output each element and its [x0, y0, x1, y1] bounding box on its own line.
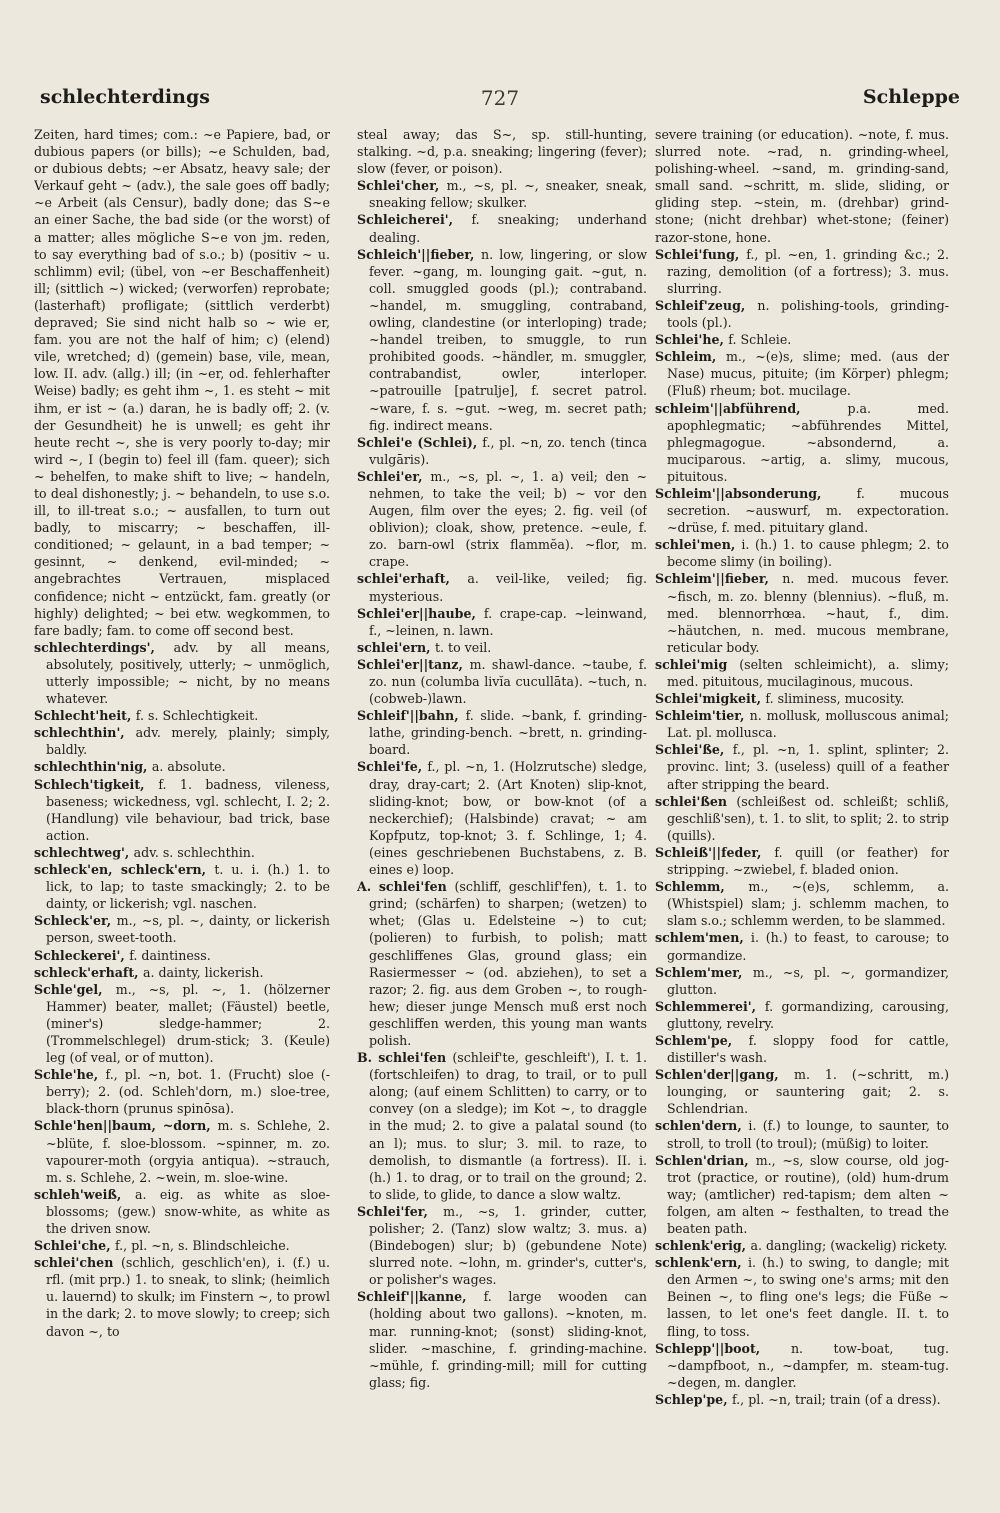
dictionary-entry — [655, 400, 949, 485]
entry-headword: schleck'en, schleck'ern, — [34, 862, 215, 878]
entry-definition: i. (f.) to lounge, to saunter, to stroll, to troll (to troul); (müßig) to loiter. — [667, 1118, 949, 1151]
dictionary-entry — [655, 929, 949, 963]
entry-definition: n. tow-boat, tug. ~dampfboot, n., ~dampfer, m. steam-tug. ~degen, m. dangler. — [667, 1340, 949, 1390]
entry-definition: m. shawl-dance. ~taube, f. zo. nun (columba livĭa cucullāta). ~tuch, n. (cobweb-)lawn. — [369, 656, 647, 707]
header-left-guide-word: schlechterdings — [40, 86, 210, 108]
entry-headword: schleck'erhaft, — [34, 964, 143, 980]
dictionary-entry — [655, 1237, 949, 1254]
entry-headword: schlenk'ern, — [655, 1255, 748, 1271]
dictionary-entry — [357, 570, 647, 604]
entry-definition: (schliff, geschlif'fen), t. 1. to grind; (schärfen) to sharpen; (wetzen) to whet; (Glas u. Edelsteine ~) to cut; (polieren) to furbish, to polish; matt geschliffenes Glas, ground glass; ein Rasiermesser ~ (od. abziehen), to set a razor; 2. fig. aus dem Groben ~, to rough-hew; dieser junge Mensch muß erst noch geschliffen werden, this young man wants polish. — [369, 879, 647, 1048]
entry-definition: p.a. med. apophlegmatic; ~abführendes Mittel, phlegmagogue. ~absondernd, a. muciparous. ~artig, a. slimy, mucous, pituitous. — [667, 400, 949, 484]
header-right-guide-word: Schleppe — [862, 86, 960, 108]
dictionary-entry — [357, 434, 647, 468]
dictionary-entry — [34, 912, 330, 946]
entry-headword: Schlei'er||tanz, — [357, 656, 470, 672]
entry-definition: m. s. Schlehe, 2. ~blüte, f. sloe-blossom. ~spinner, m. zo. vapourer-moth (orgyia antiqua). ~strauch, m. s. Schlehe, 2. ~wein, m. sloe-wine. — [46, 1118, 330, 1185]
entry-definition: (schlich, geschlich'en), i. (f.) u. rfl. (mit prp.) 1. to sneak, to slink; (heimlich u. lauernd) to skulk; im Finstern ~, to prowl in the dark; 2. to move slowly; to creep; sich davon ~, to — [46, 1255, 330, 1339]
column-3 — [655, 126, 949, 1486]
entry-definition: m., ~s, pl. ~, gormandizer, glutton. — [667, 964, 949, 997]
entry-definition: adv. merely, plainly; simply, baldly. — [46, 725, 330, 758]
dictionary-entry — [34, 861, 330, 912]
entry-headword: Schlei'ße, — [655, 742, 733, 758]
entry-definition: f. sliminess, mucosity. — [765, 691, 905, 707]
entry-definition: n. med. mucous fever. ~fisch, m. zo. blenny (blennius). ~fluß, m. med. blennorrhœa. ~haut, f., dim. ~häutchen, n. med. mucous membrane, reticular body. — [667, 571, 949, 655]
dictionary-entry — [357, 126, 647, 177]
entry-headword: schlei'erhaft, — [357, 571, 468, 587]
entry-headword: Schlei'fe, — [357, 759, 428, 775]
entry-definition: f., pl. ~en, 1. grinding &c.; 2. razing, demolition (of a fortress); 3. mus. slurring. — [667, 246, 949, 296]
entry-headword: Schleim'tier, — [655, 708, 750, 724]
dictionary-entry — [655, 690, 949, 707]
dictionary-entry — [655, 1391, 949, 1408]
page-number: 727 — [480, 86, 520, 110]
entry-headword: Schlen'drian, — [655, 1152, 756, 1168]
dictionary-entry — [357, 1203, 647, 1288]
entry-headword: Schlech'tigkeit, — [34, 776, 159, 792]
entry-headword: schlei'chen — [34, 1255, 121, 1271]
entry-definition: f., pl. ~n, zo. tench (tinca vulgāris). — [369, 434, 647, 467]
entry-definition: f. Schleie. — [728, 332, 792, 348]
entry-definition: m., ~s, pl. ~, dainty, or lickerish person, sweet-tooth. — [46, 913, 330, 946]
entry-definition: f. sneaking; underhand dealing. — [369, 212, 647, 245]
entry-headword: Schlei'che, — [34, 1238, 115, 1254]
entry-definition: steal away; das S~, sp. still-hunting, stalking. ~d, p.a. sneaking; lingering (fever); slow (fever, or poison). — [357, 127, 647, 177]
entry-definition: (schleif'te, geschleift'), I. t. 1. (fortschleifen) to drag, to trail, or to pull along; (auf einem Schlitten) to carry, or to convey (on a sledge); im Kot ~, to draggle in the mud; 2. to give a palatal sound (to an l); mus. to slur; 3. mil. to raze, to demolish, to dismantle (a fortress). II. i. (h.) 1. to drag, or to trail on the ground; 2. to slide, to glide, to dance a slow waltz. — [369, 1050, 647, 1202]
dictionary-entry — [357, 1049, 647, 1203]
entry-headword: schlechthin', — [34, 725, 136, 741]
entry-headword: Schlecht'heit, — [34, 708, 136, 724]
entry-headword: schleh'weiß, — [34, 1186, 136, 1202]
entry-headword: Schle'hen||baum, ~dorn, — [34, 1118, 218, 1134]
dictionary-entry — [34, 776, 330, 844]
entry-definition: f., pl. ~n, bot. 1. (Frucht) sloe (-berry); 2. (od. Schleh'dorn, m.) sloe-tree, black-thorn (prunus spinōsa). — [46, 1067, 330, 1117]
entry-definition: a. veil-like, veiled; fig. mysterious. — [369, 571, 647, 604]
dictionary-entry — [357, 211, 647, 245]
entry-definition: Zeiten, hard times; com.: ~e Papiere, bad, or dubious papers (or bills); ~e Schulden, bad, or dubious debts; ~er Absatz, heavy sale; der Verkauf geht ~ (adv.), the sale goes off badly; ~e Arbeit (als Censur), badly done; das S~e an einer Sache, the bad side (or the worst) of a matter; alles mögliche S~e von jm. reden, to say everything bad of s.o.; b) (positiv ~ u. schlimm) evil; (übel, von ~er Beschaffenheit) ill; (sittlich ~) wicked; (verworfen) reprobate; (lasterhaft) profligate; (sittlich verderbt) depraved; Sie sind nicht halb so ~ wie er, fam. you are not the half of him; c) (elend) vile, wretched; d) (gemein) base, vile, mean, low. II. adv. (allg.) ill; (in ~er, od. fehlerhafter Weise) badly; es geht ihm ~, 1. es steht ~ mit ihm, er ist ~ (a.) daran, he is badly off; 2. (v. der Gesundheit) he is unwell; es geht ihr heute recht ~, she is very poorly to-day; mir wird ~, I (begin to) feel ill (fam. queer); sich ~ behelfen, to make shift to live; ~ handeln, to deal dishonestly; j. ~ behandeln, to use s.o. ill, to ill-treat s.o.; ~ ausfallen, to turn out badly, to miscarry; ~ beschaffen, ill-conditioned; ~ gelaunt, in a bad temper; ~ gesinnt, ~ denkend, evil-minded; ~ angebrachtes Vertrauen, misplaced confidence; nicht ~ entzückt, fam. greatly (or highly) delighted; ~ bei etw. wegkommen, to fare badly; fam. to come off second best. — [34, 127, 330, 638]
entry-headword: Schleim'||fieber, — [655, 571, 783, 587]
entry-headword: schleim'||abführend, — [655, 400, 848, 416]
entry-headword: schlei'men, — [655, 537, 742, 553]
entry-definition: a. dangling; (wackelig) rickety. — [750, 1238, 948, 1254]
entry-headword: schlei'ßen — [655, 793, 737, 809]
entry-definition: f. large wooden can (holding about two gallons). ~knoten, m. mar. running-knot; (sonst) sliding-knot, slider. ~maschine, f. grinding-machine. ~mühle, f. grinding-mill; mill for cutting glass; fig. — [369, 1289, 647, 1390]
entry-headword: schlem'men, — [655, 930, 751, 946]
entry-headword: Schlen'der||gang, — [655, 1067, 795, 1083]
dictionary-entry — [34, 947, 330, 964]
entry-definition: m., ~(e)s, slime; med. (aus der Nase) mucus, pituite; (im Körper) phlegm; (Fluß) rheum; bot. mucilage. — [667, 349, 949, 399]
entry-definition: adv. s. schlechthin. — [133, 844, 255, 860]
entry-definition: (schleißest od. schleißt; schliß, geschliß'sen), t. 1. to slit, to split; 2. to strip (quills). — [667, 793, 949, 843]
dictionary-entry — [655, 1152, 949, 1237]
entry-headword: schlenk'erig, — [655, 1238, 751, 1254]
entry-definition: f. gormandizing, carousing, gluttony, revelry. — [667, 998, 949, 1031]
entry-definition: f. quill (or feather) for stripping. ~zwiebel, f. bladed onion. — [667, 844, 949, 878]
dictionary-entry — [655, 1254, 949, 1339]
entry-definition: f. sloppy food for cattle, distiller's wash. — [667, 1032, 949, 1066]
dictionary-entry — [34, 758, 330, 775]
entry-headword: Schlei'fung, — [655, 246, 747, 262]
entry-headword: B. schlei'fen — [357, 1050, 453, 1066]
dictionary-entry — [357, 177, 647, 211]
entry-headword: Schlepp'||boot, — [655, 1340, 791, 1356]
entry-headword: schlechtweg', — [34, 844, 134, 860]
entry-definition: n. polishing-tools, grinding-tools (pl.). — [667, 297, 949, 331]
entry-headword: Schleiß'||feder, — [655, 844, 775, 860]
entry-definition: a. eig. as white as sloe-blossoms; (gew.) snow-white, as white as the driven snow. — [46, 1186, 330, 1236]
entry-headword: Schle'he, — [34, 1067, 106, 1083]
entry-definition: f. mucous secretion. ~auswurf, m. expectoration. ~drüse, f. med. pituitary gland. — [667, 485, 949, 536]
dictionary-entry — [34, 126, 330, 639]
entry-definition: m., ~s, 1. grinder, cutter, polisher; 2. (Tanz) slow waltz; 3. mus. a) (Bindebogen) slur; b) (gebundene Note) slurred note. ~lohn, m. grinder's, cutter's, or polisher's wages. — [369, 1203, 647, 1288]
entry-definition: i. (h.) to swing, to dangle; mit den Armen ~, to swing one's arms; mit den Beinen ~, to fling one's legs; die Füße ~ lassen, to let one's feet dangle. II. t. to fling, to toss. — [667, 1255, 949, 1339]
entry-headword: Schlei'er, — [357, 468, 431, 484]
entry-definition: (selten schleimicht), a. slimy; med. pituitous, mucilaginous, mucous. — [667, 656, 949, 689]
entry-definition: f., pl. ~n, trail; train (of a dress). — [731, 1391, 941, 1407]
dictionary-entry — [357, 605, 647, 639]
dictionary-entry — [655, 126, 949, 246]
entry-definition: f., pl. ~n, 1. (Holzrutsche) sledge, dray, dray-cart; 2. (Art Knoten) slip-knot, sliding-knot; bow, or bow-knot (of a neckerchief); (Halsbinde) cravat; ~ am Kopfputz, top-knot; 3. f. Schlinge, 1; 4. (eines geschriebenen Buchstabens, z. B. eines e) loop. — [369, 759, 647, 878]
entry-definition: m., ~s, pl. ~, sneaker, sneak, sneaking fellow; skulker. — [369, 178, 647, 211]
dictionary-entry — [34, 1186, 330, 1237]
entry-headword: A. schlei'fen — [357, 879, 455, 895]
entry-headword: Schlem'mer, — [655, 964, 753, 980]
entry-definition: i. (h.) to feast, to carouse; to gormandize. — [667, 930, 949, 963]
entry-headword: Schlemm, — [655, 879, 749, 895]
dictionary-entry — [34, 639, 330, 707]
entry-headword: Schlem'pe, — [655, 1032, 749, 1048]
dictionary-entry — [655, 741, 949, 792]
entry-headword: Schlei'cher, — [357, 178, 447, 194]
dictionary-entry — [655, 844, 949, 878]
entry-definition: t. to veil. — [434, 639, 492, 655]
entry-headword: Schlei'e (Schlei), — [357, 434, 483, 450]
entry-definition: m., ~s, slow course, old jog-trot (practice, or routine), (old) hum-drum way; (amtlicher) red-tapism; dem alten ~ folgen, am alten ~ festhalten, to tread the beaten path. — [667, 1152, 949, 1236]
dictionary-entry — [34, 1254, 330, 1339]
entry-definition: severe training (or education). ~note, f. mus. slurred note. ~rad, n. grinding-wheel, polishing-wheel. ~sand, m. grinding-sand, small sand. ~schritt, m. slide, sliding, or gliding step. ~stein, m. (drehbar) grind-stone; (nicht drehbar) whet-stone; (feiner) razor-stone, hone. — [655, 127, 949, 245]
entry-definition: f. 1. badness, vileness, baseness; wickedness, vgl. schlecht, I. 2; 2. (Handlung) vile behaviour, bad trick, base action. — [46, 776, 330, 843]
entry-definition: f. crape-cap. ~leinwand, f., ~leinen, n. lawn. — [369, 605, 647, 638]
column-1 — [34, 126, 330, 1486]
entry-definition: m., ~s, pl. ~, 1. (hölzerner Hammer) beater, mallet; (Fäustel) beetle, (miner's) sledge-hammer; 2. (Trommelschlegel) drum-stick; 3. (Keule) leg (of veal, or of mutton). — [46, 981, 330, 1066]
entry-headword: schlei'mig — [655, 656, 740, 672]
dictionary-entry — [357, 707, 647, 758]
entry-definition: f. daintiness. — [129, 947, 211, 963]
entry-headword: Schlei'er||haube, — [357, 605, 484, 621]
dictionary-entry — [655, 485, 949, 536]
entry-definition: a. absolute. — [151, 759, 226, 775]
entry-headword: schlechterdings', — [34, 639, 174, 655]
entry-definition: m. 1. (~schritt, m.) lounging, or sauntering gait; 2. s. Schlendrian. — [667, 1067, 949, 1117]
entry-definition: f., pl. ~n, s. Blindschleiche. — [114, 1238, 290, 1254]
dictionary-entry — [357, 878, 647, 1049]
entry-headword: Schlei'migkeit, — [655, 691, 766, 707]
entry-definition: t. u. i. (h.) 1. to lick, to lap; to taste smackingly; 2. to be dainty, or lickerish; vgl. naschen. — [46, 862, 330, 912]
entry-definition: f., pl. ~n, 1. splint, splinter; 2. provinc. lint; 3. (useless) quill of a feather after stripping the beard. — [667, 742, 949, 792]
entry-definition: adv. by all means, absolutely, positively, utterly; ~ unmöglich, utterly impossible; ~ nicht, by no means whatever. — [46, 639, 330, 707]
dictionary-entry — [655, 1066, 949, 1117]
column-2 — [357, 126, 647, 1486]
entry-headword: Schlei'he, — [655, 332, 729, 348]
entry-headword: schlei'ern, — [357, 639, 435, 655]
entry-headword: Schleicherei', — [357, 212, 472, 228]
entry-headword: Schleim'||absonderung, — [655, 485, 857, 501]
entry-headword: Schleif'zeug, — [655, 297, 758, 313]
dictionary-entry — [655, 331, 949, 348]
running-header — [40, 86, 960, 116]
dictionary-entry — [655, 998, 949, 1032]
dictionary-entry — [655, 246, 949, 297]
entry-headword: Schleim, — [655, 349, 726, 365]
entry-headword: Schleif'||bahn, — [357, 708, 466, 724]
entry-definition: i. (h.) 1. to cause phlegm; 2. to become slimy (in boiling). — [667, 537, 949, 570]
entry-definition: n. mollusk, molluscous animal; Lat. pl. mollusca. — [667, 708, 949, 741]
dictionary-entry — [34, 1117, 330, 1185]
entry-headword: schlechthin'nig, — [34, 759, 152, 775]
dictionary-entry — [34, 981, 330, 1066]
dictionary-entry — [357, 758, 647, 878]
entry-headword: Schle'gel, — [34, 981, 116, 997]
entry-definition: a. dainty, lickerish. — [142, 964, 264, 980]
dictionary-entry — [655, 656, 949, 690]
entry-definition: m., ~s, pl. ~, 1. a) veil; den ~ nehmen, to take the veil; b) ~ vor den Augen, film over the eyes; 2. fig. veil (of oblivion); cloak, show, pretence. ~eule, f. zo. barn-owl (strix flammĕa). ~flor, m. crape. — [369, 468, 647, 570]
entry-headword: Schlemmerei', — [655, 998, 765, 1014]
dictionary-entry — [34, 724, 330, 758]
dictionary-entry — [357, 246, 647, 434]
dictionary-entry — [655, 878, 949, 929]
entry-headword: Schleckerei', — [34, 947, 130, 963]
dictionary-entry — [34, 844, 330, 861]
dictionary-entry — [357, 639, 647, 656]
dictionary-entry — [357, 656, 647, 707]
dictionary-entry — [655, 707, 949, 741]
dictionary-entry — [655, 793, 949, 844]
entry-headword: Schleck'er, — [34, 913, 117, 929]
entry-headword: schlen'dern, — [655, 1118, 749, 1134]
entry-headword: Schlep'pe, — [655, 1391, 732, 1407]
entry-headword: Schlei'fer, — [357, 1203, 444, 1219]
dictionary-entry — [357, 1288, 647, 1391]
dictionary-entry — [655, 348, 949, 399]
entry-definition: m., ~(e)s, schlemm, a. (Whistspiel) slam; j. schlemm machen, to slam s.o.; schlemm werden, to be slammed. — [667, 879, 949, 929]
dictionary-entry — [655, 536, 949, 570]
entry-definition: n. low, lingering, or slow fever. ~gang, m. lounging gait. ~gut, n. coll. smuggled goods (pl.); contraband. ~handel, m. smuggling, contraband, owling, clandestine (or interloping) trade; ~handel treiben, to smuggle, to run prohibited goods. ~händler, m. smuggler, contrabandist, owler, interloper. ~patrouille [patrulje], f. secret patrol. ~ware, f. s. ~gut. ~weg, m. secret path; fig. indirect means. — [369, 246, 647, 433]
dictionary-entry — [655, 1117, 949, 1151]
dictionary-entry — [655, 297, 949, 331]
entry-headword: Schleif'||kanne, — [357, 1289, 484, 1305]
dictionary-entry — [34, 1066, 330, 1117]
dictionary-entry — [655, 570, 949, 655]
dictionary-entry — [655, 1340, 949, 1391]
entry-definition: f. s. Schlechtigkeit. — [135, 708, 259, 724]
dictionary-entry — [34, 707, 330, 724]
entry-definition: f. slide. ~bank, f. grinding-lathe, grinding-bench. ~brett, n. grinding-board. — [369, 708, 647, 758]
dictionary-entry — [655, 1032, 949, 1066]
dictionary-entry — [655, 964, 949, 998]
entry-headword: Schleich'||fieber, — [357, 246, 481, 262]
dictionary-entry — [34, 964, 330, 981]
dictionary-entry — [357, 468, 647, 571]
dictionary-entry — [34, 1237, 330, 1254]
